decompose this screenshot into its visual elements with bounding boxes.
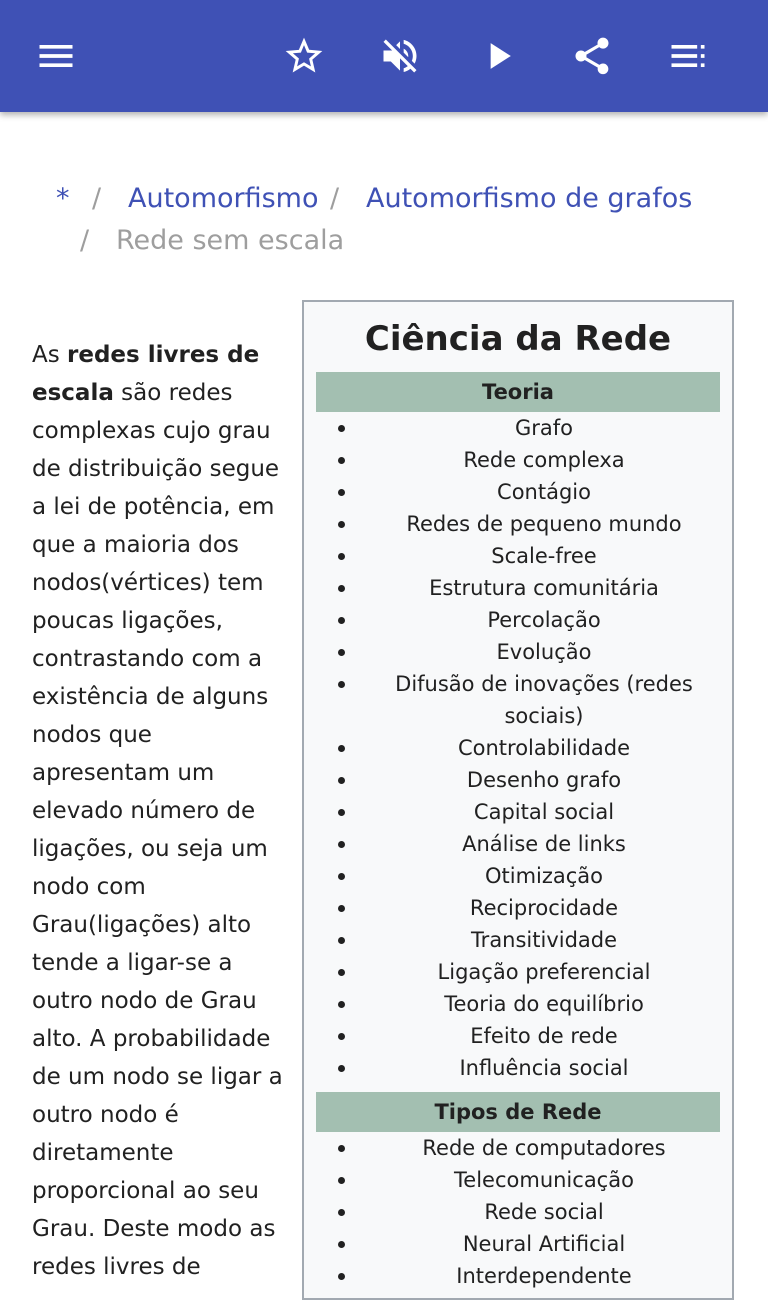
list-item[interactable]: Otimização [316,860,720,892]
list-item[interactable]: Rede social [316,1196,720,1228]
infobox [302,300,734,1300]
list-item[interactable]: Telecomunicação [316,1164,720,1196]
play-icon[interactable] [474,32,522,80]
list-item[interactable]: Redes de pequeno mundo [316,508,720,540]
article-body [32,336,288,1286]
infobox-title: Ciência da Rede [364,319,672,359]
volume-off-icon[interactable] [376,32,424,80]
list-item[interactable]: Neural Artificial [316,1228,720,1260]
list-item[interactable]: Grafo [316,412,720,444]
breadcrumb-root[interactable]: * [56,183,70,214]
list-item[interactable]: Análise de links [316,828,720,860]
list-item[interactable]: Influência social [316,1052,720,1084]
app-bar [0,0,768,112]
list-item[interactable]: Estrutura comunitária [316,572,720,604]
list-item[interactable]: Evolução [316,636,720,668]
list-item[interactable]: Controlabilidade [316,732,720,764]
list-item[interactable]: Difusão de inovações (redes sociais) [316,668,720,732]
breadcrumb-item-automorfismo-de-grafos[interactable]: Automorfismo de grafos [366,183,693,214]
breadcrumb-separator: / [80,225,90,256]
list-item[interactable]: Capital social [316,796,720,828]
list-item[interactable]: Desenho grafo [316,764,720,796]
list-item[interactable]: Reciprocidade [316,892,720,924]
infobox-section-header: Teoria [316,372,720,412]
intro-term: redes livres de escala [32,342,260,406]
star-outline-icon[interactable] [280,32,328,80]
list-item[interactable]: Ligação preferencial [316,956,720,988]
intro-prefix: As [32,342,68,368]
list-item[interactable]: Transitividade [316,924,720,956]
list-item[interactable]: Scale-free [316,540,720,572]
playlist-icon[interactable] [664,32,712,80]
breadcrumb-item-automorfismo[interactable]: Automorfismo [128,183,319,214]
list-item[interactable]: Rede de computadores [316,1132,720,1164]
list-item[interactable]: Contágio [316,476,720,508]
breadcrumb-separator: / [92,183,102,214]
share-icon[interactable] [568,32,616,80]
menu-icon[interactable] [32,32,80,80]
list-item[interactable]: Efeito de rede [316,1020,720,1052]
infobox-list-tipos-de-rede [316,1132,720,1300]
list-item[interactable]: Teoria do equilíbrio [316,988,720,1020]
list-item[interactable]: Percolação [316,604,720,636]
list-item[interactable]: Interdependente [316,1260,720,1292]
breadcrumb-separator: / [330,183,340,214]
list-item[interactable]: Rede complexa [316,444,720,476]
intro-text: são redes complexas cujo grau de distribuição segue a lei de potência, em que a maioria dos nodos(vértices) tem poucas ligações, contrastando com a existência de alguns nodos que apresentam um elevado número de ligações, ou seja um nodo com Grau(ligações) alto tende a ligar-se a outro nodo de Grau alto. A probabilidade de um nodo se ligar a outro nodo é diretamente proporcional ao seu Grau. Deste modo as redes livres de [32,380,283,1280]
infobox-list-teoria [316,412,720,1092]
infobox-section-header: Tipos de Rede [316,1092,720,1132]
breadcrumb-current: Rede sem escala [116,225,345,256]
